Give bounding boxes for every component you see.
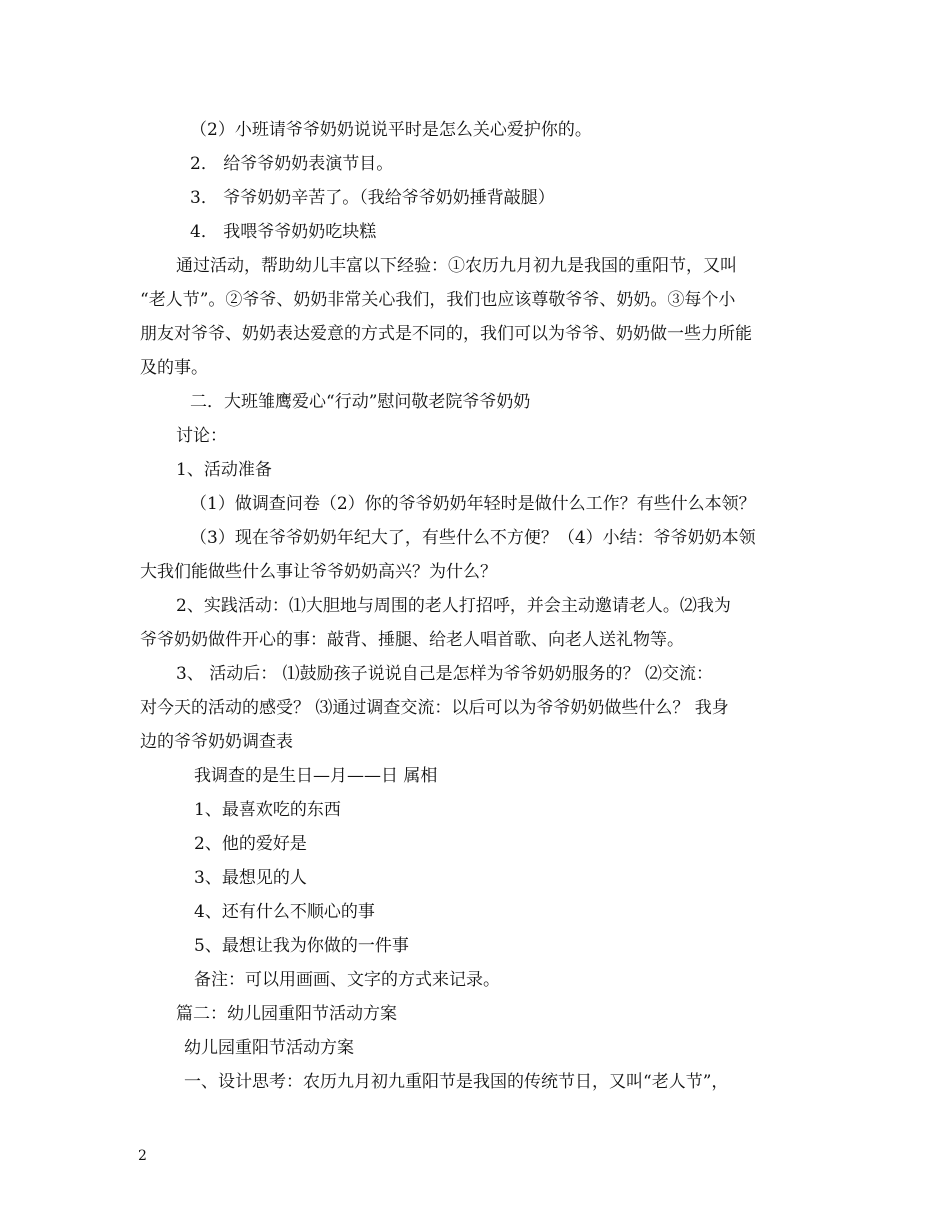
text-line: 大我们能做些什么事让爷爷奶奶高兴？为什么？ (140, 562, 497, 582)
page-number: 2 (138, 1148, 147, 1164)
survey-item: 1、最喜欢吃的东西 (194, 800, 341, 820)
text-line: 爷爷奶奶做件开心的事：敲背、捶腿、给老人唱首歌、向老人送礼物等。 (140, 630, 684, 650)
text-line: 2、实践活动：⑴大胆地与周围的老人打招呼，并会主动邀请老人。⑵我为 (176, 596, 731, 616)
survey-title: 我调查的是生日—月——日 属相 (194, 766, 438, 786)
text-line: （2）小班请爷爷奶奶说说平时是怎么关心爱护你的。 (190, 120, 592, 140)
chapter-subtitle: 幼儿园重阳节活动方案 (184, 1038, 354, 1058)
survey-item: 5、最想让我为你做的一件事 (194, 936, 409, 956)
chapter-heading: 篇二：幼儿园重阳节活动方案 (176, 1004, 397, 1024)
text-line: 2． 给爷爷奶奶表演节目。 (190, 154, 394, 174)
survey-note: 备注：可以用画画、文字的方式来记录。 (194, 970, 500, 990)
text-line: 讨论： (176, 426, 227, 446)
survey-item: 2、他的爱好是 (194, 834, 307, 854)
survey-item: 4、还有什么不顺心的事 (194, 902, 375, 922)
text-line: “老人节”。②爷爷、奶奶非常关心我们，我们也应该尊敬爷爷、奶奶。③每个小 (140, 290, 736, 310)
text-line: 1、活动准备 (176, 460, 272, 480)
text-line: （3）现在爷爷奶奶年纪大了，有些什么不方便？（4）小结：爷爷奶奶本领 (190, 528, 756, 548)
section-heading: 二．大班雏鹰爱心“行动”慰问敬老院爷爷奶奶 (190, 392, 531, 412)
text-line: 一、设计思考：农历九月初九重阳节是我国的传统节日，又叫“老人节”， (184, 1072, 729, 1092)
text-line: 通过活动，帮助幼儿丰富以下经验：①农历九月初九是我国的重阳节，又叫 (176, 256, 737, 276)
text-line: 3． 爷爷奶奶辛苦了。（我给爷爷奶奶捶背敲腿） (190, 188, 555, 208)
text-line: 朋友对爷爷、奶奶表达爱意的方式是不同的，我们可以为爷爷、奶奶做一些力所能 (140, 324, 752, 344)
text-line: 3、 活动后： ⑴鼓励孩子说说自己是怎样为爷爷奶奶服务的？ ⑵交流： (176, 664, 714, 684)
text-line: 及的事。 (140, 358, 208, 378)
text-line: 边的爷爷奶奶调查表 (140, 732, 293, 752)
text-line: （1）做调查问卷（2）你的爷爷奶奶年轻时是做什么工作？有些什么本领？ (190, 494, 756, 514)
text-line: 4． 我喂爷爷奶奶吃块糕 (190, 222, 377, 242)
survey-item: 3、最想见的人 (194, 868, 307, 888)
text-line: 对今天的活动的感受？ ⑶通过调查交流：以后可以为爷爷奶奶做些什么？ 我身 (140, 698, 729, 718)
